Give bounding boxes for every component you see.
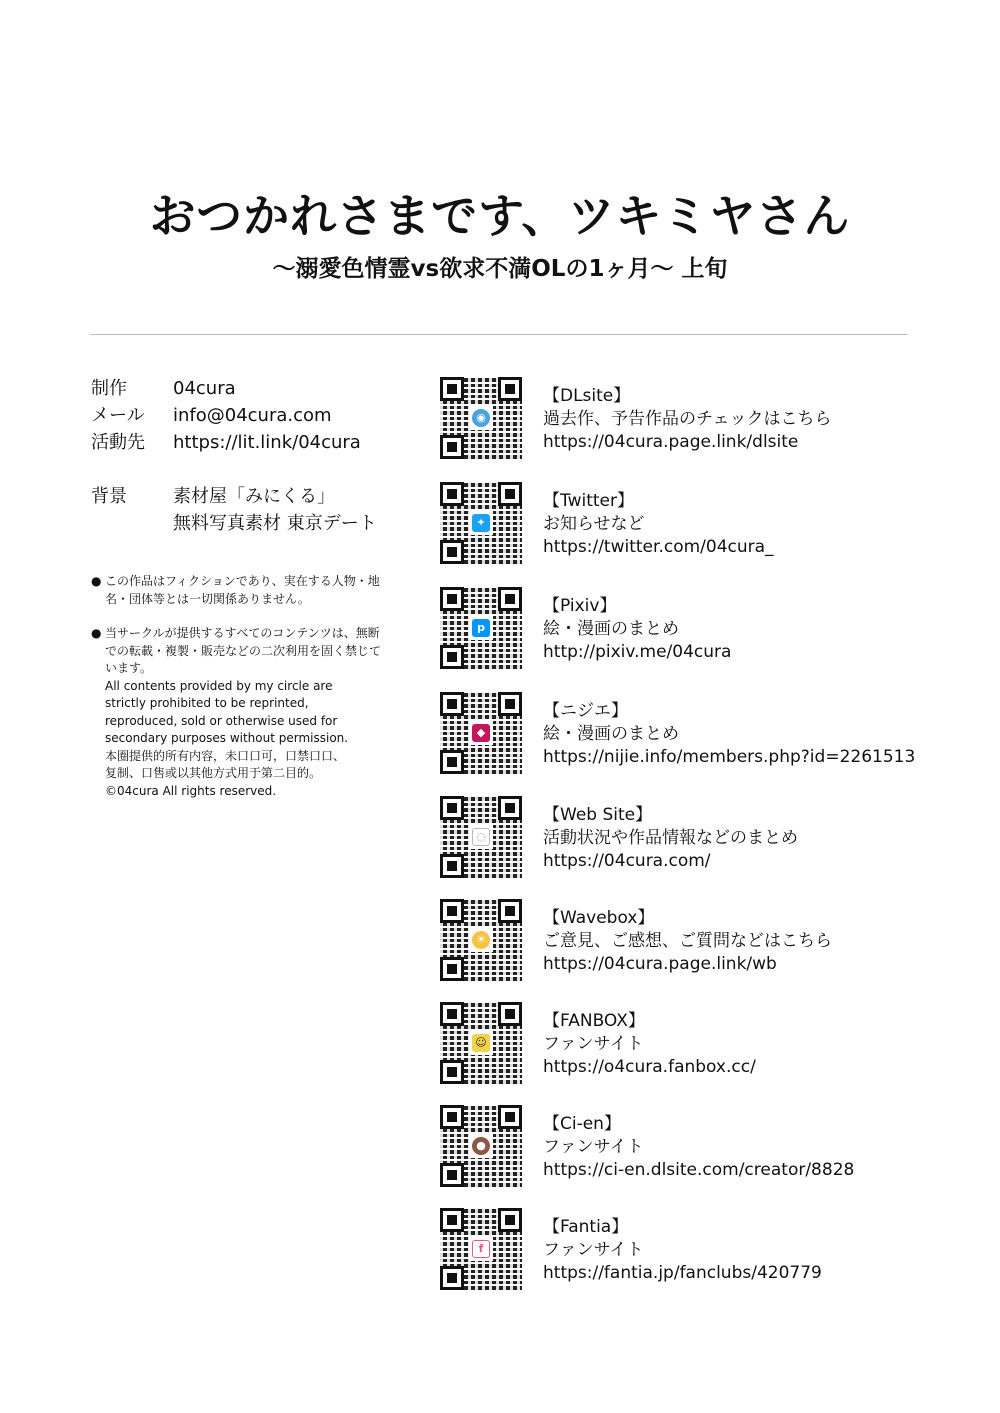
credit-mail [91, 402, 421, 429]
page-title: おつかれさまです、ツキミヤさん [149, 189, 851, 243]
notice-line: 名・団体等とは一切関係ありません。 [105, 591, 310, 606]
link-url[interactable]: https://04cura.com/ [543, 851, 711, 871]
link-fanbox [440, 1002, 970, 1084]
notice-line: 当サークルが提供するすべてのコンテンツは、無断 [105, 626, 380, 640]
link-url[interactable]: https://twitter.com/04cura_ [543, 537, 774, 557]
notice-line: reproduced, sold or otherwise used for [105, 713, 338, 728]
link-website [440, 796, 970, 878]
ci-en-rugby-ball-icon: ● [472, 1137, 490, 1155]
credit-value: 04cura [173, 378, 236, 399]
background-credit-line: 素材屋「みにくる」 [173, 486, 335, 507]
notice-line: この作品はフィクションであり、実在する人物・地 [105, 574, 380, 588]
link-pixiv [440, 587, 970, 669]
qr-code-icon[interactable] [440, 1002, 522, 1084]
credit-activity [91, 429, 421, 456]
bullet-icon: ● [91, 574, 102, 588]
credit-label: 活動先 [91, 432, 145, 453]
qr-code-icon[interactable] [440, 796, 522, 878]
link-url[interactable]: http://pixiv.me/04cura [543, 642, 732, 662]
notice-line: ©04cura All rights reserved. [105, 783, 277, 798]
link-description: お知らせなど [543, 514, 645, 534]
link-description: 絵・漫画のまとめ [543, 724, 679, 744]
link-description: 過去作、予告作品のチェックはこちら [543, 409, 832, 429]
link-name: 【Fantia】 [543, 1217, 629, 1237]
credits-section [91, 375, 421, 537]
link-description: ファンサイト [543, 1240, 644, 1260]
notice-line: います。 [105, 661, 153, 675]
credit-label: 背景 [91, 486, 127, 507]
nijie-lips-icon: ◆ [472, 724, 490, 742]
link-url[interactable]: https://o4cura.fanbox.cc/ [543, 1057, 756, 1077]
link-url[interactable]: https://fantia.jp/fanclubs/420779 [543, 1263, 822, 1283]
credit-production [91, 375, 421, 402]
link-ci-en [440, 1105, 970, 1187]
link-wavebox [440, 899, 970, 981]
mail-link[interactable]: info@04cura.com [173, 405, 332, 426]
notice-line: secondary purposes without permission. [105, 731, 349, 745]
fiction-notice [91, 573, 421, 608]
copyright-notice [91, 625, 421, 800]
notice-line: での転載・複製・販売などの二次利用を固く禁じて [105, 643, 382, 658]
notice-section [91, 573, 421, 800]
link-description: 活動状況や作品情報などのまとめ [543, 828, 798, 848]
link-twitter [440, 482, 970, 564]
notice-line: 本圈提供的所有内容，未口口可，口禁口口、 [105, 748, 346, 763]
link-dlsite [440, 377, 970, 459]
qr-code-icon[interactable] [440, 587, 522, 669]
pixiv-p-icon: p [472, 619, 490, 637]
credit-background [91, 483, 421, 537]
notice-line: 复制、口售或以其他方式用于第二目的。 [105, 766, 322, 780]
qr-code-icon[interactable] [440, 1208, 522, 1290]
title-divider [90, 334, 908, 335]
background-credit-line: 無料写真素材 東京デート [173, 513, 377, 534]
link-url[interactable]: https://ci-en.dlsite.com/creator/8828 [543, 1160, 855, 1180]
link-fantia [440, 1208, 970, 1290]
link-name: 【Ci-en】 [543, 1114, 621, 1134]
dlsite-logo-icon: ◉ [472, 409, 490, 427]
link-url[interactable]: https://04cura.page.link/wb [543, 954, 777, 974]
qr-code-icon[interactable] [440, 899, 522, 981]
link-name: 【Web Site】 [543, 805, 653, 825]
notice-line: All contents provided by my circle are [105, 678, 333, 693]
link-url[interactable]: https://04cura.page.link/dlsite [543, 432, 799, 452]
qr-code-icon[interactable] [440, 1105, 522, 1187]
link-description: ファンサイト [543, 1137, 644, 1157]
bullet-icon: ● [91, 626, 102, 640]
fanbox-face-icon: ☺ [472, 1034, 490, 1052]
link-nijie [440, 692, 970, 774]
qr-code-icon[interactable] [440, 377, 522, 459]
notice-line: strictly prohibited to be reprinted, [105, 696, 309, 710]
website-ghost-icon: ◌ [472, 828, 490, 846]
link-name: 【Wavebox】 [543, 908, 655, 928]
page-subtitle: 〜溺愛色情霊vs欲求不満OLの1ヶ月〜 上旬 [272, 256, 728, 282]
link-description: ご意見、ご感想、ご質問などはこちら [543, 931, 832, 951]
link-name: 【FANBOX】 [543, 1011, 645, 1031]
link-name: 【Pixiv】 [543, 596, 617, 616]
link-description: 絵・漫画のまとめ [543, 619, 679, 639]
link-name: 【ニジエ】 [543, 701, 628, 721]
activity-link[interactable]: https://lit.link/04cura [173, 432, 361, 453]
link-name: 【DLsite】 [543, 386, 631, 406]
qr-code-icon[interactable] [440, 692, 522, 774]
link-description: ファンサイト [543, 1034, 644, 1054]
credit-label: メール [91, 405, 145, 426]
twitter-bird-icon: ✦ [472, 514, 490, 532]
link-url[interactable]: https://nijie.info/members.php?id=2261513 [543, 747, 916, 767]
fantia-logo-icon: f [472, 1240, 490, 1258]
link-name: 【Twitter】 [543, 491, 634, 511]
wavebox-sun-icon: ☀ [472, 931, 490, 949]
qr-code-icon[interactable] [440, 482, 522, 564]
credit-label: 制作 [91, 378, 127, 399]
